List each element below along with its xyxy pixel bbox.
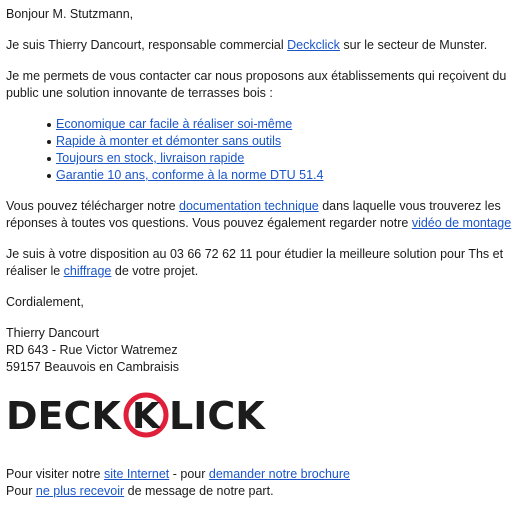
documentation-link[interactable]: documentation technique — [179, 199, 319, 213]
benefit-link-economique[interactable]: Economique car facile à réaliser soi-même — [56, 117, 293, 131]
brochure-link[interactable]: demander notre brochure — [208, 467, 350, 481]
signature-address-line1: RD 643 - Rue Victor Watremez — [6, 343, 178, 357]
signature-address-line2: 59157 Beauvois en Cambraisis — [6, 360, 180, 374]
list-item — [56, 133, 523, 150]
benefit-link-rapide[interactable]: Rapide à monter et démonter sans outils — [56, 134, 282, 148]
contact-paragraph: Je suis à votre disposition au 03 66 72 62 11 pour étudier la meilleure solution pour Ths et réaliser le chiffrage de votre projet. — [6, 247, 504, 278]
logo-text-k: K — [132, 396, 160, 437]
website-link[interactable]: site Internet — [103, 467, 170, 481]
unsubscribe-link[interactable]: ne plus recevoir — [35, 484, 125, 498]
closing: Cordialement, — [6, 295, 84, 309]
pitch-paragraph: Je me permets de vous contacter car nous proposons aux établissements qui reçoivent du public une solution innovante de terrasses bois : — [6, 69, 507, 100]
signature-name: Thierry Dancourt — [6, 326, 100, 340]
intro-paragraph: Je suis Thierry Dancourt, responsable commercial Deckclick sur le secteur de Munster. — [6, 38, 488, 52]
deckclick-logo-image — [6, 392, 268, 438]
footer — [6, 466, 523, 500]
greeting: Bonjour M. Stutzmann, — [6, 7, 134, 21]
video-link[interactable]: vidéo de montage — [411, 216, 512, 230]
benefits-list — [6, 116, 523, 184]
benefit-link-garantie[interactable]: Garantie 10 ans, conforme à la norme DTU 51.4 — [56, 168, 324, 182]
footer-line1: Pour visiter notre site Internet - pour demander notre brochure — [6, 467, 350, 481]
deckclick-logo — [6, 392, 523, 438]
list-item — [56, 116, 523, 133]
logo-text-lick: LICK — [169, 394, 265, 438]
chiffrage-link[interactable]: chiffrage — [63, 264, 112, 278]
footer-line2: Pour ne plus recevoir de message de notre part. — [6, 484, 274, 498]
list-item — [56, 167, 523, 184]
docs-paragraph: Vous pouvez télécharger notre documentation technique dans laquelle vous trouverez les réponses à toutes vos questions. Vous pouvez également regarder notre vidéo de montage — [6, 199, 512, 230]
list-item — [56, 150, 523, 167]
signature — [6, 325, 523, 376]
benefit-link-stock[interactable]: Toujours en stock, livraison rapide — [56, 151, 245, 165]
deckclick-link[interactable]: Deckclick — [287, 38, 340, 52]
logo-text-deck: DECK — [6, 394, 121, 438]
